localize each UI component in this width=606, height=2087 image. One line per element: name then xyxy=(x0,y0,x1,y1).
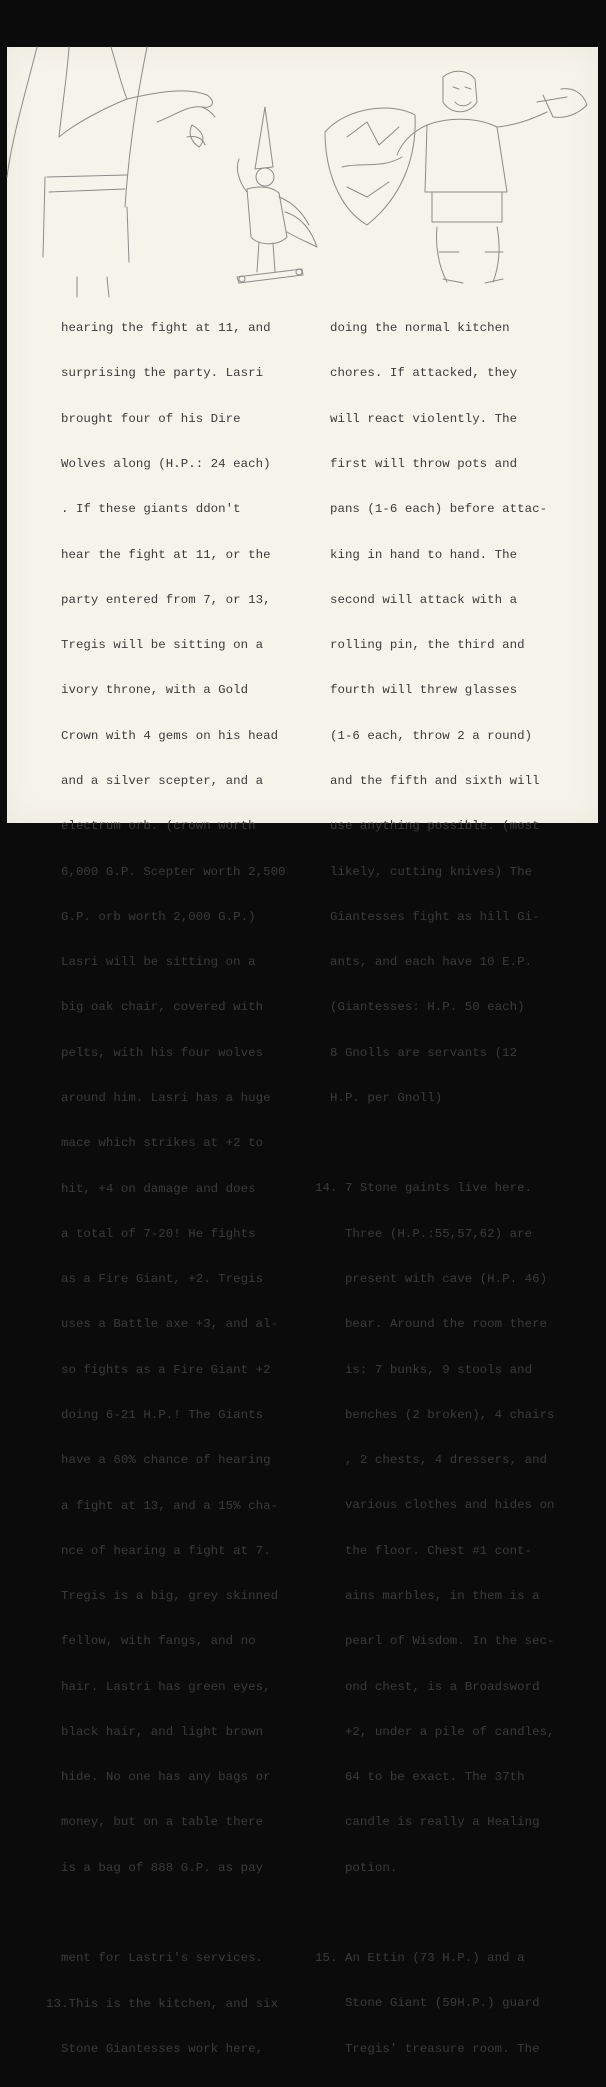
pencil-sketch-illustration xyxy=(7,47,598,297)
text-line: money, but on a table there xyxy=(46,1815,264,1830)
text-line: Wolves along (H.P.: 24 each) xyxy=(46,457,271,472)
text-line: and a silver scepter, and a xyxy=(46,774,264,788)
item-14 xyxy=(315,1181,595,1196)
item-number: 15. xyxy=(315,1951,338,1966)
text-line: potion. xyxy=(315,1860,398,1875)
text-line: black hair, and light brown xyxy=(46,1724,264,1739)
text-line: doing the normal kitchen xyxy=(315,321,510,336)
text-line: present with cave (H.P. 46) xyxy=(315,1272,548,1286)
text-line: hearing the fight at 11, and xyxy=(46,321,271,336)
left-column xyxy=(46,291,311,2087)
text-line: and the fifth and sixth will xyxy=(315,774,540,788)
text-line: 7 Stone gaints live here. xyxy=(337,1181,533,1196)
text-line: second will attack with a xyxy=(315,592,518,607)
text-line: (Giantesses: H.P. 50 each) xyxy=(315,1000,525,1015)
text-line: +2, under a pile of candles, xyxy=(315,1724,555,1739)
text-line: benches (2 broken), 4 chairs xyxy=(315,1407,555,1422)
text-line: hit, +4 on damage and does xyxy=(46,1181,256,1196)
text-line: . If these giants ddon't xyxy=(46,502,241,517)
text-line: have a 60% chance of hearing xyxy=(46,1453,271,1468)
text-line: uses a Battle axe +3, and al- xyxy=(46,1317,279,1332)
text-line: first will throw pots and xyxy=(315,457,518,472)
giant-figure-sketch xyxy=(7,47,215,297)
text-line: ond chest, is a Broadsword xyxy=(315,1679,540,1694)
text-line: pans (1-6 each) before attac- xyxy=(315,502,548,517)
text-line: as a Fire Giant, +2. Tregis xyxy=(46,1272,264,1287)
text-line: 8 Gnolls are servants (12 xyxy=(315,1045,518,1060)
text-line: Stone Giantesses work here, xyxy=(46,2041,264,2056)
wizard-figure-sketch xyxy=(187,107,317,283)
text-line: G.P. orb worth 2,000 G.P.) xyxy=(46,909,256,924)
text-line: This is the kitchen, and six xyxy=(68,1996,279,2011)
text-line: is a bag of 888 G.P. as pay xyxy=(46,1860,264,1875)
text-line: rolling pin, the third and xyxy=(315,638,525,653)
text-line: party entered from 7, or 13, xyxy=(46,592,271,607)
text-line: ment for Lastri's services. xyxy=(46,1951,264,1966)
text-line: a fight at 13, and a 15% cha- xyxy=(46,1498,279,1513)
item-number: 14. xyxy=(315,1181,338,1196)
text-line: ivory throne, with a Gold xyxy=(46,683,249,698)
text-line: Lasri will be sitting on a xyxy=(46,955,256,970)
text-line: use anything possible. (most xyxy=(315,819,540,834)
text-line: hide. No one has any bags or xyxy=(46,1770,271,1785)
text-line: chores. If attacked, they xyxy=(315,366,518,381)
text-line: fellow, with fangs, and no xyxy=(46,1634,256,1649)
item-15 xyxy=(315,1951,595,1966)
text-line: various clothes and hides on xyxy=(315,1498,555,1513)
text-line: , 2 chests, 4 dressers, and xyxy=(315,1453,548,1468)
text-line: candle is really a Healing xyxy=(315,1815,540,1830)
text-line: (1-6 each, throw 2 a round) xyxy=(315,728,533,743)
text-line: around him. Lasri has a huge xyxy=(46,1090,271,1105)
text-line: will react violently. The xyxy=(315,411,518,426)
text-line: nce of hearing a fight at 7. xyxy=(46,1543,271,1558)
text-line: Stone Giant (59H.P.) guard xyxy=(315,1996,540,2011)
text-line: ants, and each have 10 E.P. xyxy=(315,955,533,970)
text-line: Three (H.P.:55,57,62) are xyxy=(315,1226,533,1241)
text-line: pearl of Wisdom. In the sec- xyxy=(315,1634,555,1649)
text-line: is: 7 bunks, 9 stools and xyxy=(315,1362,533,1377)
text-line: so fights as a Fire Giant +2 xyxy=(46,1362,271,1377)
text-line: pelts, with his four wolves xyxy=(46,1045,264,1060)
text-line: mace which strikes at +2 to xyxy=(46,1136,264,1151)
item-number: 13. xyxy=(46,1996,69,2011)
text-line: electrum orb. (crown worth xyxy=(46,819,256,834)
text-line: hair. Lastri has green eyes, xyxy=(46,1679,271,1694)
text-line: Tregis will be sitting on a xyxy=(46,638,264,653)
text-line: Tregis' treasure room. The xyxy=(315,2041,540,2056)
text-line: big oak chair, covered with xyxy=(46,1000,264,1015)
text-line: An Ettin (73 H.P.) and a xyxy=(337,1951,525,1966)
text-line: bear. Around the room there xyxy=(315,1317,548,1332)
paper-page xyxy=(7,47,598,2056)
text-line: the floor. Chest #1 cont- xyxy=(315,1543,533,1558)
warrior-figure-sketch xyxy=(397,71,587,283)
text-line: hear the fight at 11, or the xyxy=(46,547,271,562)
right-column xyxy=(315,291,595,2087)
text-line: surprising the party. Lasri xyxy=(46,366,264,381)
text-line: Crown with 4 gems on his head xyxy=(46,728,279,743)
text-line: doing 6-21 H.P.! The Giants xyxy=(46,1407,264,1422)
item-13 xyxy=(46,1997,311,2012)
text-line: H.P. per Gnoll) xyxy=(315,1090,443,1105)
text-line: a total of 7-20! He fights xyxy=(46,1226,256,1241)
text-line: Giantesses fight as hill Gi- xyxy=(315,909,540,924)
text-line: likely, cutting knives) The xyxy=(315,864,533,879)
text-line: king in hand to hand. The xyxy=(315,547,518,562)
text-line: brought four of his Dire xyxy=(46,411,241,426)
text-line: 64 to be exact. The 37th xyxy=(315,1770,525,1785)
text-line: Tregis is a big, grey skinned xyxy=(46,1589,279,1604)
shield-sketch xyxy=(325,108,415,225)
text-line: 6,000 G.P. Scepter worth 2,500 xyxy=(46,864,286,879)
text-line: ains marbles, in them is a xyxy=(315,1588,540,1603)
text-line: fourth will threw glasses xyxy=(315,683,518,698)
